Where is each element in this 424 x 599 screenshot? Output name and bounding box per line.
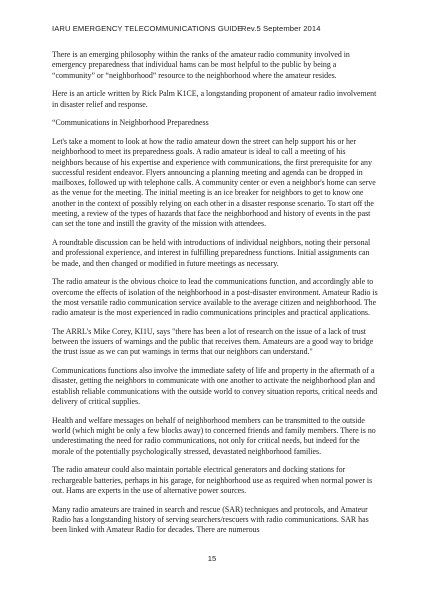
header-title: IARU EMERGENCY TELECOMMUNICATIONS GUIDE	[52, 24, 243, 33]
paragraph-article-intro: Here is an article written by Rick Palm K1CE, a longstanding proponent of amateur radio involvement in disaster relief and response.	[52, 89, 377, 109]
header-revision: Rev.5 September 2014	[241, 24, 321, 33]
paragraph-communications-functions: Communications functions also involve the immediate safety of life and property in the aftermath of a disaster, getting the neighbors to communicate with one another to activate the neighborhood plan and establish reliable communications with the outside world to convey situation reports, critical needs and delivery of critical supplies.	[52, 366, 378, 407]
paragraph-arrl-quote: The ARRL's Mike Corey, KI1U, says "there has been a lot of research on the issue of a lack of trust between the issuers of warnings and the public that receives them. Amateurs are a good way to bridge the trust issue as we can put warnings in terms that our neighbors can understand."	[52, 326, 374, 357]
paragraph-roundtable: A roundtable discussion can be held with introductions of individual neighbors, noting their personal and professional experience, and interest in fulfilling preparedness functions. Initial assignments can be made, and then changed or modified in future meetings as necessary.	[52, 238, 371, 268]
article-title: “Communications in Neighborhood Preparedness	[52, 118, 209, 128]
paragraph-generators: The radio amateur could also maintain portable electrical generators and docking stations for rechargeable batteries, perhaps in his garage, for neighborhood use as required when normal power is out. Hams are experts in the use of alternative power sources.	[52, 465, 373, 495]
paragraph-radio-amateur-role: The radio amateur is the obvious choice to lead the communications function, and accordingly able to overcome the effects of isolation of the neighborhood in a post-disaster environment. Amateur Radio is the most versatile radio communication service available to the average citizen and neighborhood. The radio amateur is the most experienced in radio communications principles and practical applications.	[52, 277, 378, 318]
paragraph-search-rescue: Many radio amateurs are trained in search and rescue (SAR) techniques and protocols, and Amateur Radio has a longstanding history of serving searchers/rescuers with radio communications. SAR has been linked with Amateur Radio for decades. There are numerous	[52, 504, 369, 535]
paragraph-intro: There is an emerging philosophy within the ranks of the amateur radio community involved in emergency preparedness that individual hams can be most helpful to the public by being a “community” or “neighborhood” resource to the neighborhood where the amateur resides.	[52, 50, 350, 80]
paragraph-health-welfare: Health and welfare messages on behalf of neighborhood members can be transmitted to the outside world (which might be only a few blocks away) to concerned friends and family members. There is no underestimating the need for radio communications, not only for critical needs, but indeed for the morale of the potentially psychologically stressed, devastated neighborhood families.	[52, 415, 376, 456]
document-body	[52, 50, 378, 544]
page-number: 15	[207, 554, 217, 563]
paragraph-neighborhood-meeting: Let's take a moment to look at how the radio amateur down the street can help support his or her neighborhood to meet its preparedness goals. A radio amateur is ideal to call a meeting of his neighbors because of his expertise and experience with communications, the first prerequisite for any successful resident endeavor. Flyers announcing a planning meeting and agenda can be dropped in mailboxes, followed up with telephone calls. A community center or even a neighbor's home can serve as the venue for the meeting. The initial meeting is an ice breaker for neighbors to get to know one another in the context of possibly relying on each other in a disaster response scenario. To start off the meeting, a review of the types of hazards that face the neighborhood and history of events in the past can set the tone and instill the gravity of the mission with attendees.	[52, 136, 376, 229]
